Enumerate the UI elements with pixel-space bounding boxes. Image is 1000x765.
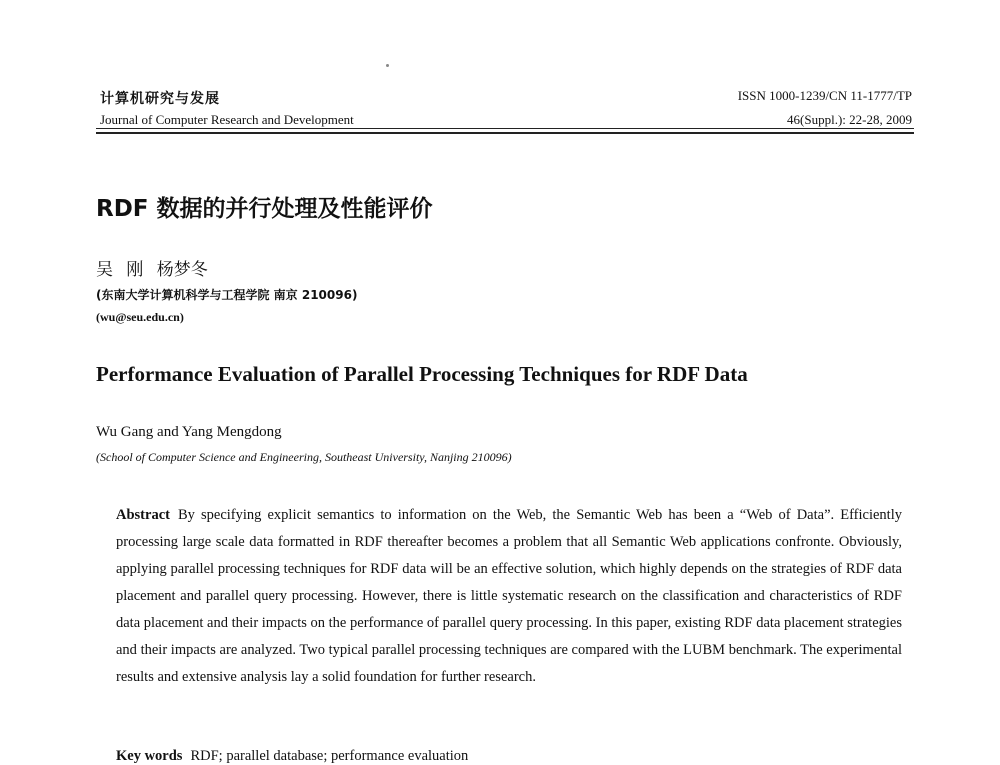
affiliation-english: (School of Computer Science and Engineering, Southeast University, Nanjing 210096) bbox=[96, 450, 512, 464]
authors-english: Wu Gang and Yang Mengdong bbox=[96, 424, 282, 440]
keywords-label: Key words bbox=[116, 748, 183, 764]
author-email: (wu@seu.edu.cn) bbox=[96, 310, 184, 324]
keywords-line bbox=[116, 748, 468, 765]
abstract-text: By specifying explicit semantics to information on the Web, the Semantic Web has been a “Web of Data”. Efficiently processing large scale data formatted in RDF thereafter becomes a problem that all Semantic Web applications confronte. Obviously, applying parallel processing techniques for RDF data will be an effective solution, which highly depends on the strategies of RDF data placement and parallel query processing. However, there is little systematic research on the classification and characteristics of RDF data placement and their impacts on the performance of parallel query processing. In this paper, existing RDF data placement strategies and their impacts are analyzed. Two typical parallel processing techniques are compared with the LUBM benchmark. The experimental results and extensive analysis lay a solid foundation for further research. bbox=[116, 507, 902, 685]
speck-mark bbox=[386, 64, 389, 67]
abstract-paragraph bbox=[116, 502, 902, 691]
header-rule-thick bbox=[96, 132, 914, 134]
abstract-label: Abstract bbox=[116, 507, 170, 523]
paper-title-english: Performance Evaluation of Parallel Processing Techniques for RDF Data bbox=[96, 362, 748, 386]
issn-info: ISSN 1000-1239/CN 11-1777/TP bbox=[737, 88, 912, 103]
journal-name-chinese: 计算机研究与发展 bbox=[100, 91, 220, 107]
journal-name-english: Journal of Computer Research and Development bbox=[100, 112, 354, 127]
volume-info: 46(Suppl.): 22-28, 2009 bbox=[787, 112, 912, 127]
header-rule-thin bbox=[96, 128, 914, 129]
keywords-text: RDF; parallel database; performance evaluation bbox=[190, 748, 469, 764]
paper-title-chinese: RDF 数据的并行处理及性能评价 bbox=[96, 196, 433, 222]
authors-chinese: 吴 刚 杨梦冬 bbox=[96, 260, 208, 280]
affiliation-chinese: (东南大学计算机科学与工程学院 南京 210096) bbox=[96, 288, 358, 302]
